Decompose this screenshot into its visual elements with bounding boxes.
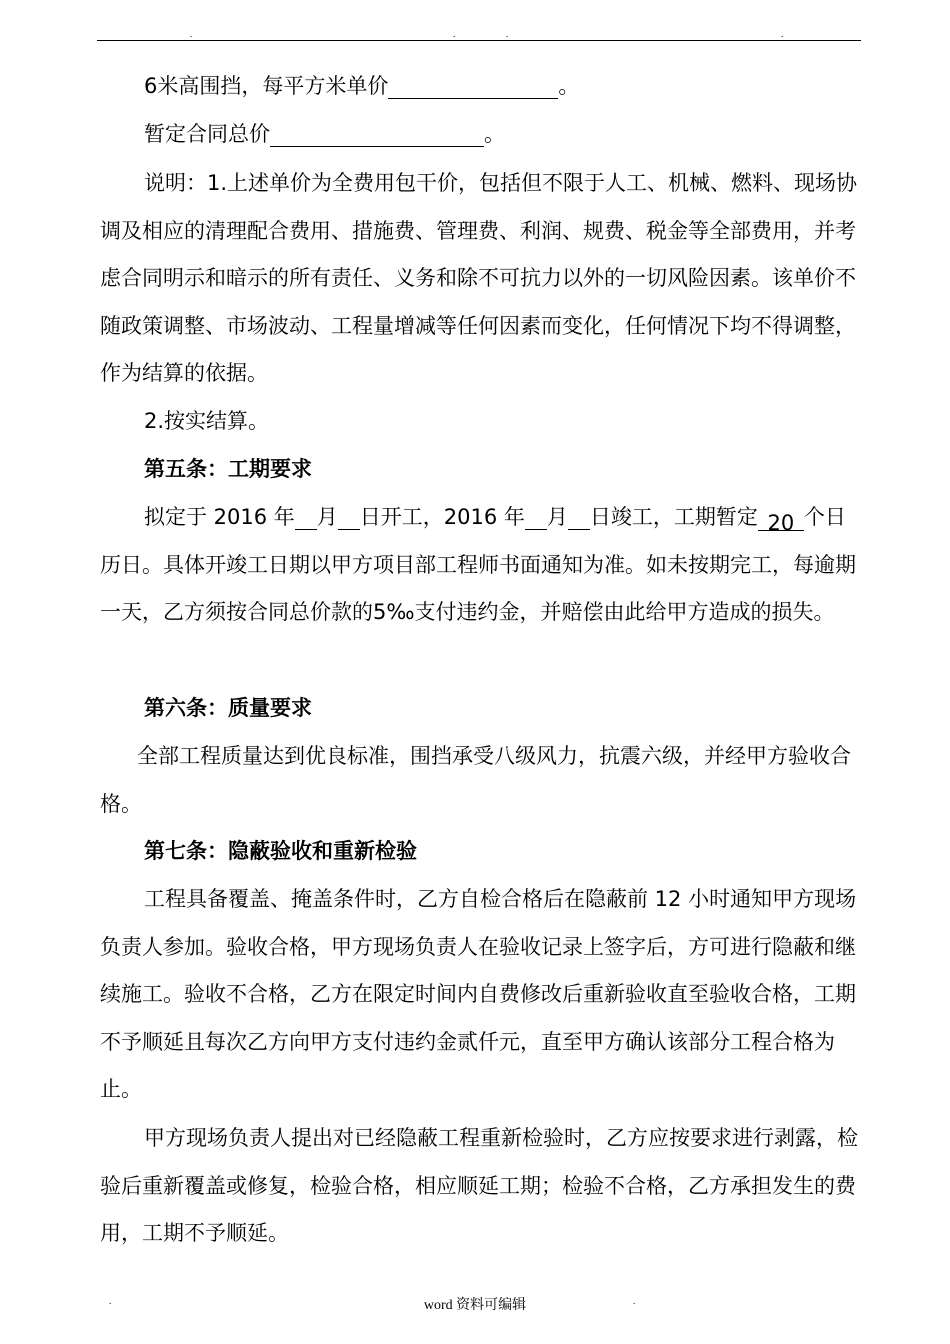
schedule-start-year: 拟定于 2016 年: [144, 505, 295, 529]
schedule-month-label: 月: [546, 505, 568, 529]
article6-body: 全部工程质量达到优良标准，围挡承受八级风力，抗震六级，并经甲方验收合格。: [100, 744, 851, 816]
header-dot: .: [190, 29, 193, 39]
schedule-end-year: 日开工，2016 年: [359, 505, 525, 529]
total-price-line: [100, 111, 862, 159]
fence-price-line: [100, 63, 862, 111]
schedule-month-label: 月: [316, 505, 338, 529]
start-day-blank[interactable]: [338, 499, 360, 530]
article5-body: [100, 494, 862, 637]
header-dot: .: [453, 29, 456, 39]
header-dot: .: [506, 29, 509, 39]
end-day-blank[interactable]: [568, 499, 590, 530]
article7-title: 第七条：隐蔽验收和重新检验: [144, 839, 417, 863]
duration-label: 日竣工，工期暂定: [589, 505, 758, 529]
start-month-blank[interactable]: [295, 499, 317, 530]
note-item-2: 2.按实结算。: [144, 409, 270, 433]
total-price-label: 暂定合同总价: [144, 122, 270, 146]
header-rule: [97, 40, 861, 41]
header-dot: .: [781, 29, 784, 39]
article7-paragraph-2: 甲方现场负责人提出对已经隐蔽工程重新检验时，乙方应按要求进行剥露，检验后重新覆盖或修复，检验合格，相应顺延工期；检验不合格，乙方承担发生的费用，工期不予顺延。: [100, 1126, 858, 1245]
footer-dot: .: [109, 1296, 112, 1306]
unit-price-blank[interactable]: [388, 68, 558, 99]
total-price-blank[interactable]: [270, 116, 484, 147]
duration-days-blank[interactable]: 20: [758, 500, 804, 531]
note-paragraph: 说明：1.上述单价为全费用包干价，包括但不限于人工、机械、燃料、现场协调及相应的清理配合费用、措施费、管理费、利润、规费、税金等全部费用，并考虑合同明示和暗示的所有责任、义务和除不可抗力以外的一切风险因素。该单价不随政策调整、市场波动、工程量增减等任何因素而变化，任何情况下均不得调整，作为结算的依据。: [100, 171, 858, 385]
fence-price-end: 。: [558, 74, 580, 98]
end-month-blank[interactable]: [525, 499, 547, 530]
article7-paragraph-1: 工程具备覆盖、掩盖条件时，乙方自检合格后在隐蔽前 12 小时通知甲方现场负责人参加。验收合格，甲方现场负责人在验收记录上签字后，方可进行隐蔽和继续施工。验收不合格，乙方在限定时间内自费修改后重新验收直至验收合格，工期不予顺延且每次乙方向甲方支付违约金贰仟元，直至甲方确认该部分工程合格为止。: [100, 887, 857, 1101]
footer-text: word 资料可编辑: [423, 1298, 527, 1313]
penalty-text: 个日历日。具体开竣工日期以甲方项目部工程师书面通知为准。如未按期完工，每逾期一天，乙方须按合同总价款的5‰支付违约金，并赔偿由此给甲方造成的损失。: [100, 505, 856, 624]
article5-title: 第五条：工期要求: [144, 457, 312, 481]
article6-title: 第六条：质量要求: [144, 696, 312, 720]
fence-price-label: 6米高围挡，每平方米单价: [144, 74, 389, 98]
total-price-end: 。: [484, 122, 505, 146]
footer-dot: .: [633, 1296, 636, 1306]
